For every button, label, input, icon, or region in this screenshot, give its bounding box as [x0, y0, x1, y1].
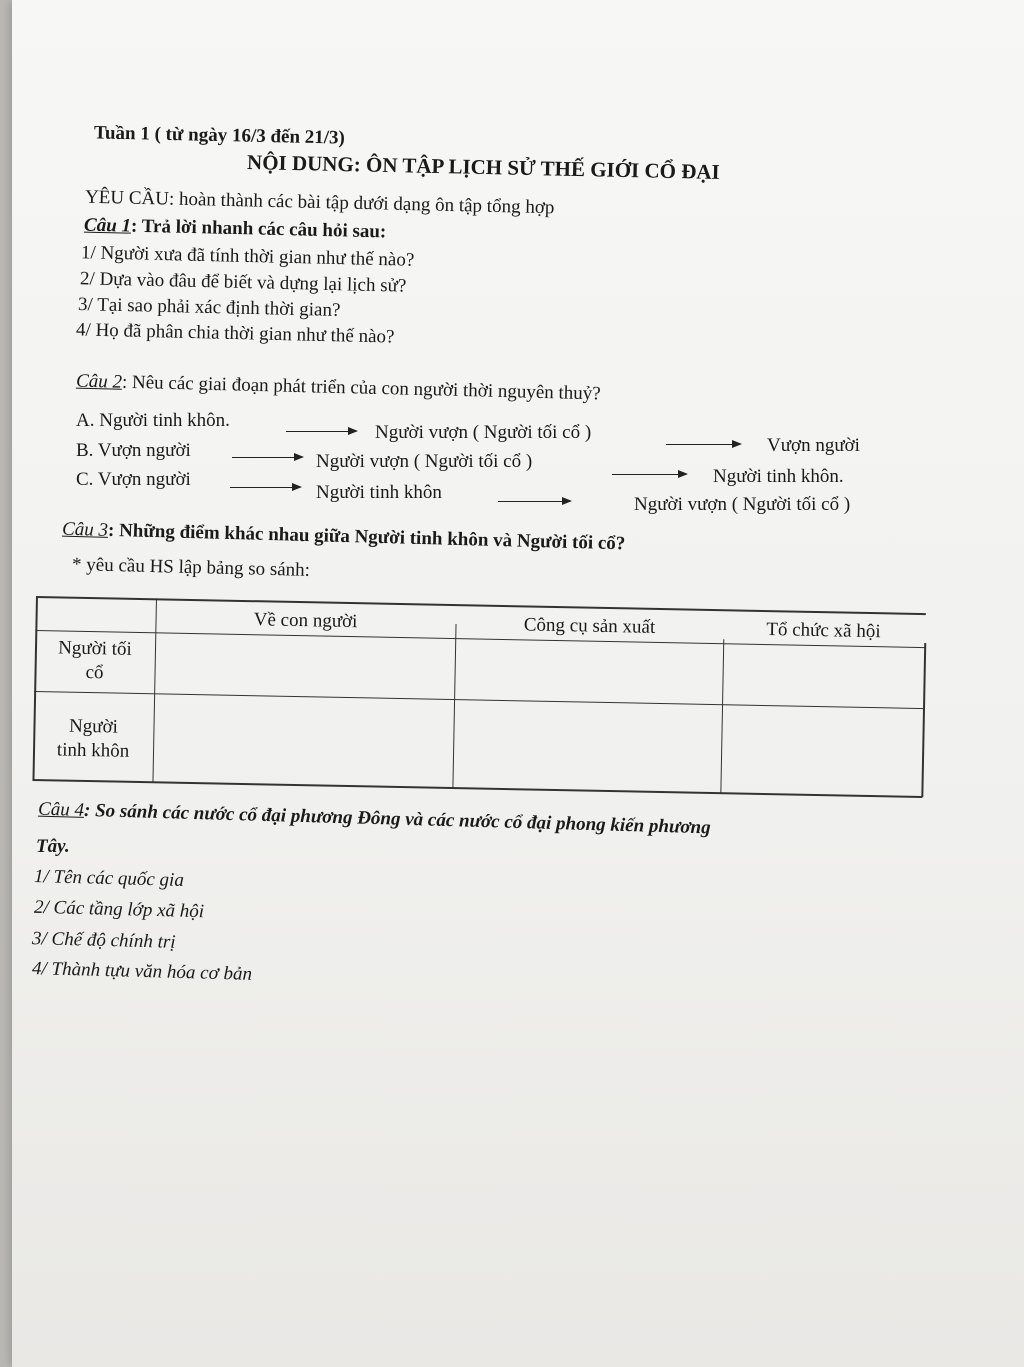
- option-b-step-3: Người tinh khôn.: [713, 466, 844, 487]
- question-1-item: 1/ Người xưa đã tính thời gian như thế nào?: [80, 242, 415, 271]
- table-header-cell: Về con người: [253, 609, 358, 633]
- table-border: [720, 639, 724, 793]
- arrow-icon: [232, 457, 302, 458]
- row-label-line: Người: [68, 715, 119, 738]
- option-b-step-1: B. Vượn người: [76, 440, 191, 461]
- option-a-step-2: Người vượn ( Người tối cổ ): [375, 422, 592, 443]
- option-c-step-2: Người tinh khôn: [316, 482, 442, 503]
- comparison-table: [32, 596, 926, 827]
- question-2-label: Câu 2: [75, 370, 123, 393]
- arrow-icon: [666, 444, 740, 445]
- row-label-line: Người tối: [57, 637, 133, 660]
- option-b-step-2: Người vượn ( Người tối cổ ): [316, 451, 533, 472]
- question-4-prompt: : So sánh các nước cổ đại phương Đông và các nước cổ đại phong kiến phương: [83, 799, 711, 839]
- question-4-label: Câu 4: [37, 798, 85, 821]
- table-border: [34, 691, 924, 709]
- question-4-item: 2/ Các tầng lớp xã hội: [33, 896, 205, 923]
- table-header-cell: Tổ chức xã hội: [766, 619, 881, 643]
- arrow-icon: [498, 501, 570, 502]
- question-3-note: * yêu cầu HS lập bảng so sánh:: [71, 554, 311, 581]
- question-1-item: 3/ Tại sao phải xác định thời gian?: [77, 294, 341, 321]
- question-4-item: 4/ Thành tựu văn hóa cơ bản: [31, 958, 253, 985]
- table-row-header: [34, 636, 155, 686]
- question-4-item: 1/ Tên các quốc gia: [33, 866, 185, 891]
- table-border: [32, 779, 922, 798]
- question-3-prompt: : Những điểm khác nhau giữa Người tinh khôn và Người tối cổ?: [107, 519, 626, 555]
- question-4-item: 3/ Chế độ chính trị: [31, 928, 176, 953]
- option-c-step-3: Người vượn ( Người tối cổ ): [634, 494, 851, 515]
- row-label-line: tinh khôn: [56, 739, 130, 762]
- table-row-header: [33, 714, 154, 764]
- question-1-prompt: : Trả lời nhanh các câu hỏi sau:: [130, 215, 387, 243]
- arrow-icon: [286, 431, 356, 432]
- requirement-line: YÊU CẦU: hoàn thành các bài tập dưới dạng ôn tập tổng hợp: [84, 186, 555, 219]
- arrow-icon: [612, 474, 686, 475]
- page-title: NỘI DUNG: ÔN TẬP LỊCH SỬ THẾ GIỚI CỔ ĐẠI: [246, 150, 720, 184]
- row-label-line: cổ: [85, 661, 104, 684]
- question-3-label: Câu 3: [61, 518, 109, 541]
- arrow-icon: [230, 487, 300, 488]
- table-border: [452, 624, 457, 788]
- option-c-step-1: C. Vượn người: [76, 469, 191, 490]
- question-4-prompt-continued: Tây.: [36, 836, 70, 857]
- question-1-item: 4/ Họ đã phân chia thời gian như thế nào?: [75, 319, 395, 348]
- question-1-item: 2/ Dựa vào đâu để biết và dựng lại lịch sử?: [79, 268, 407, 297]
- table-header-cell: Công cụ sản xuất: [523, 614, 656, 638]
- question-2-prompt: : Nêu các giai đoạn phát triển của con người thời nguyên thuỷ?: [121, 371, 601, 405]
- option-a-step-1: A. Người tinh khôn.: [76, 410, 230, 431]
- option-a-step-3: Vượn người: [767, 435, 860, 456]
- question-1-label: Câu 1: [83, 214, 132, 237]
- week-line: Tuần 1 ( từ ngày 16/3 đến 21/3): [93, 122, 346, 149]
